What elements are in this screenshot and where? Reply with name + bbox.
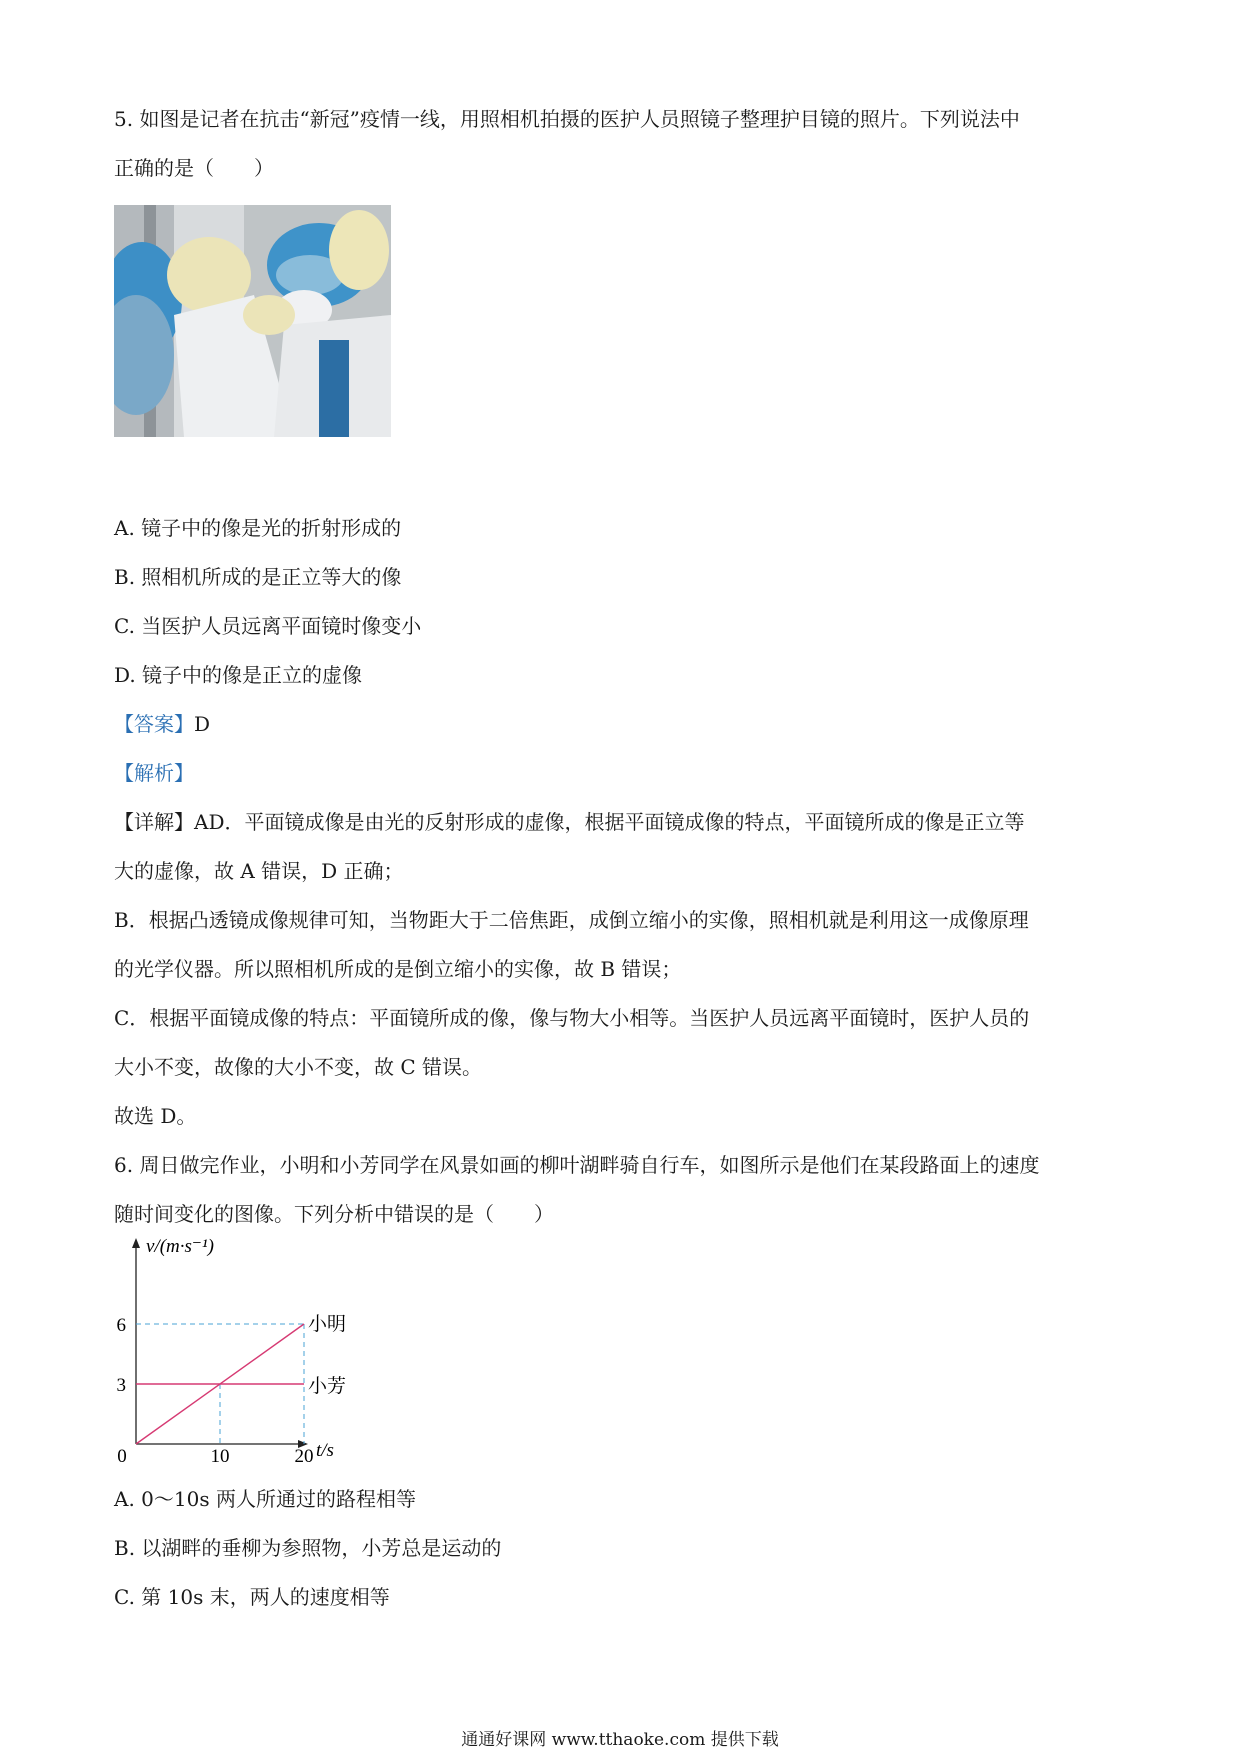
q5-option-c: C. 当医护人员远离平面镜时像变小 [114,614,422,638]
q5-detail-line2: 大的虚像，故 A 错误，D 正确； [114,859,404,883]
q6-option-a: A. 0～10s 两人所通过的路程相等 [114,1487,416,1511]
x-axis-label: t/s [316,1440,334,1461]
answer-value: D [194,712,211,736]
y-axis-label: v/(m·s⁻¹) [146,1236,214,1257]
medical-staff-mirror-photo [114,205,391,437]
series-xiaoming-label: 小明 [308,1314,347,1335]
q6-stem-line2: 随时间变化的图像。下列分析中错误的是（ ） [114,1202,554,1226]
y-tick-6: 6 [116,1315,126,1336]
q5-detail-line6: 大小不变，故像的大小不变，故 C 错误。 [114,1055,483,1079]
series-xiaofang-label: 小芳 [308,1376,347,1397]
x-tick-0: 0 [117,1446,127,1462]
q5-option-a: A. 镜子中的像是光的折射形成的 [114,516,402,540]
q5-option-d: D. 镜子中的像是正立的虚像 [114,663,363,687]
velocity-time-svg [108,1232,368,1462]
q5-detail-line1 [114,810,1024,834]
velocity-time-chart [108,1232,368,1466]
q5-detail-line4: 的光学仪器。所以照相机所成的是倒立缩小的实像，故 B 错误； [114,957,682,981]
x-tick-10: 10 [210,1446,230,1462]
q6-option-c: C. 第 10s 末，两人的速度相等 [114,1585,390,1609]
q5-analysis-tag: 【解析】 [114,761,194,785]
q5-detail-line7: 故选 D。 [114,1104,197,1128]
q5-photo [114,205,391,437]
detail-text: AD．平面镜成像是由光的反射形成的虚像，根据平面镜成像的特点，平面镜所成的像是正立等 [194,810,1025,834]
q5-stem-line2: 正确的是（ ） [114,156,274,180]
q5-detail-line5: C．根据平面镜成像的特点：平面镜所成的像，像与物大小相等。当医护人员远离平面镜时，医护人员的 [114,1006,1030,1030]
q6-stem-line1: 6. 周日做完作业，小明和小芳同学在风景如画的柳叶湖畔骑自行车，如图所示是他们在某段路面上的速度 [114,1153,1040,1177]
y-tick-3: 3 [116,1375,126,1396]
x-tick-20: 20 [294,1446,314,1462]
q5-option-b: B. 照相机所成的是正立等大的像 [114,565,402,589]
detail-tag: 【详解】 [114,810,194,834]
page-footer: 通通好课网 www.tthaoke.com 提供下载 [461,1730,779,1750]
q5-detail-line3: B．根据凸透镜成像规律可知，当物距大于二倍焦距，成倒立缩小的实像，照相机就是利用这一成像原理 [114,908,1029,932]
q5-stem-line1: 5. 如图是记者在抗击“新冠”疫情一线，用照相机拍摄的医护人员照镜子整理护目镜的照片。下列说法中 [114,107,1020,131]
q5-answer [114,712,210,736]
q6-option-b: B. 以湖畔的垂柳为参照物，小芳总是运动的 [114,1536,502,1560]
y-axis-arrow-icon [132,1238,140,1248]
answer-tag: 【答案】 [114,712,194,736]
